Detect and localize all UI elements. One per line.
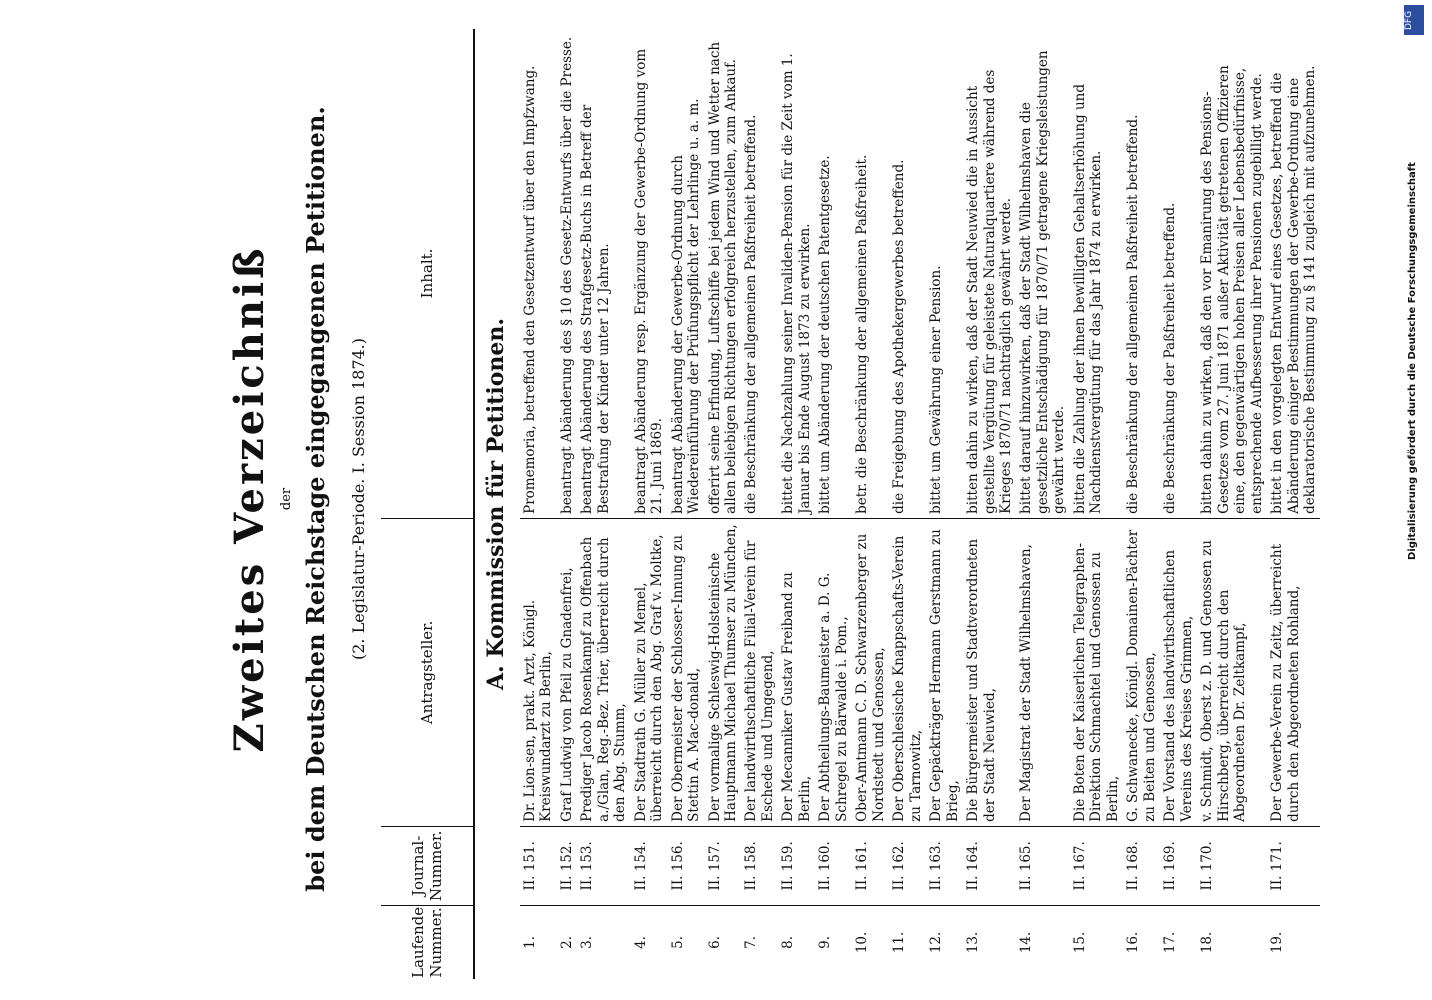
table-row xyxy=(1016,29,1069,979)
row-number: 1. xyxy=(521,935,538,949)
row-number: 4. xyxy=(632,935,649,949)
row-content: beantragt Abänderung des Strafgesetz-Buchs in Betreff der Bestrafung der Kinder unter 12 Jahren. xyxy=(577,29,630,518)
section-row xyxy=(474,29,520,979)
row-content: betr. die Beschränkung der allgemeinen Paßfreiheit. xyxy=(852,29,889,518)
row-content: bittet darauf hinzuwirken, daß der Stadt Wilhelmshaven die gesetzliche Entschädigung für 1870/71 getragene Kriegsleistungen gewährt werde. xyxy=(1016,29,1069,518)
row-number: 15. xyxy=(1071,931,1088,954)
header-content: Inhalt. xyxy=(381,29,474,518)
row-number: 19. xyxy=(1269,931,1286,954)
row-journal: II. 167. xyxy=(1070,826,1123,905)
table-row xyxy=(1267,29,1320,979)
row-number: 18. xyxy=(1199,931,1216,954)
row-journal: II. 154. xyxy=(631,826,668,905)
row-journal: II. 170. xyxy=(1197,826,1267,905)
petitions-table xyxy=(381,29,1320,979)
row-petitioner: Der Vorstand des landwirthschaftlichen Vereins des Kreises Grimmen, xyxy=(1160,518,1197,826)
row-content: beantragt Abänderung resp. Ergänzung der Gewerbe-Ordnung vom 21. Juni 1869. xyxy=(631,29,668,518)
row-journal: II. 164. xyxy=(963,826,1016,905)
row-content: bittet um Abänderung der deutschen Patentgesetze. xyxy=(815,29,852,518)
row-petitioner: Der Gepäckträger Hermann Gerstmann zu Brieg, xyxy=(926,518,963,826)
row-petitioner: Der Obermeister der Schlosser-Innung zu Stettin A. Mac-donald, xyxy=(668,518,705,826)
row-petitioner: Die Bürgermeister und Stadtverordneten der Stadt Neuwied, xyxy=(963,518,1016,826)
row-journal: II. 168. xyxy=(1123,826,1160,905)
row-number: 2. xyxy=(558,935,575,949)
table-row xyxy=(705,29,742,979)
row-journal: II. 151. xyxy=(520,826,557,905)
row-number: 6. xyxy=(706,935,723,949)
document-session: (2. Legislatur-Periode. I. Session 1874.) xyxy=(349,337,368,661)
row-journal: II. 162. xyxy=(889,826,926,905)
row-number: 17. xyxy=(1162,931,1179,954)
document-title: Zweites Verzeichniß xyxy=(226,245,273,753)
dfg-credit: Digitalisierung gefördert durch die Deutsche Forschungsgemeinschaft xyxy=(1407,162,1418,560)
table-row xyxy=(778,29,815,979)
section-title: A. Kommission für Petitionen. xyxy=(483,317,509,691)
row-content: bitten die Zahlung der ihnen bewilligten Gehaltserhöhung und Nachdienstvergütung für das Jahr 1874 zu erwirken. xyxy=(1070,29,1123,518)
header-number: Laufende Nummer. xyxy=(381,905,474,979)
header-petitioner: Antragsteller. xyxy=(381,518,474,826)
row-content: offerirt seine Erfindung, Luftschiffe bei jedem Wind und Wetter nach allen beliebigen Richtungen erfolgreich herzustellen, zum Ankauf. xyxy=(705,29,742,518)
row-petitioner: Der landwirthschaftliche Filial-Verein für Eschede und Umgegend, xyxy=(741,518,778,826)
row-content: bittet die Nachzahlung seiner Invaliden-Pension für die Zeit vom 1. Januar bis Ende August 1873 zu erwirken. xyxy=(778,29,815,518)
table-header-row xyxy=(381,29,474,979)
table-row xyxy=(852,29,889,979)
table-row xyxy=(577,29,630,979)
row-content: beantragt Abänderung der Gewerbe-Ordnung durch Wiedereinführung der Prüfungspflicht der Lehrlinge u. a. m. xyxy=(668,29,705,518)
row-journal: II. 157. xyxy=(705,826,742,905)
row-petitioner: Der Stadtrath G. Müller zu Memel, überreicht durch den Abg. Graf v. Moltke, xyxy=(631,518,668,826)
table-row xyxy=(963,29,1016,979)
row-number: 13. xyxy=(965,931,982,954)
table-row xyxy=(1070,29,1123,979)
row-number: 7. xyxy=(743,935,760,949)
row-petitioner: Der Mecanniker Gustav Freiband zu Berlin, xyxy=(778,518,815,826)
table-row xyxy=(1123,29,1160,979)
row-number: 14. xyxy=(1018,931,1035,954)
table-row xyxy=(889,29,926,979)
row-journal: II. 169. xyxy=(1160,826,1197,905)
document-page xyxy=(1,0,1381,999)
table-row xyxy=(815,29,852,979)
table-row xyxy=(1160,29,1197,979)
row-journal: II. 161. xyxy=(852,826,889,905)
row-journal: II. 159. xyxy=(778,826,815,905)
row-content: bitten dahin zu wirken, daß der Stadt Neuwied die in Aussicht gestellte Vergütung für geleistete Naturalquartiere während des Krieges 1870/71 nachträglich gewährt werde. xyxy=(963,29,1016,518)
row-petitioner: Der vormalige Schleswig-Holsteinische Hauptmann Michael Thumser zu München, xyxy=(705,518,742,826)
dfg-logo: DFG xyxy=(1404,5,1424,35)
header-journal: Journal-Nummer. xyxy=(381,826,474,905)
row-content: die Beschränkung der allgemeinen Paßfreiheit betreffend. xyxy=(1123,29,1160,518)
dfg-watermark xyxy=(1404,5,1424,1000)
table-row xyxy=(557,29,577,979)
row-journal: II. 165. xyxy=(1016,826,1069,905)
row-journal: II. 152. xyxy=(557,826,577,905)
document-subtitle: bei dem Deutschen Reichstage eingegangenen Petitionen. xyxy=(301,106,330,892)
row-number: 9. xyxy=(817,935,834,949)
row-petitioner: Der Magistrat der Stadt Wilhelmshaven, xyxy=(1016,518,1069,826)
row-petitioner: Prediger Jacob Rosenkampf zu Offenbach a./Glan, Reg.-Bez. Trier, überreicht durch den Abg. Stumm, xyxy=(577,518,630,826)
row-petitioner: Dr. Lion-sen, prakt. Arzt, Königl. Kreiswundarzt zu Berlin, xyxy=(520,518,557,826)
row-petitioner: G. Schwanecke, Königl. Domainen-Pächter zu Beiten und Genossen, xyxy=(1123,518,1160,826)
row-number: 8. xyxy=(780,935,797,949)
row-content: die Beschränkung der allgemeinen Paßfreiheit betreffend. xyxy=(741,29,778,518)
table-row xyxy=(668,29,705,979)
row-content: bittet in den vorgelegten Entwurf eines Gesetzes, betreffend die Abänderung einiger Bestimmungen der Gewerbe-Ordnung eine deklaratorische Bestimmung zu § 141 zugleich mit aufzunehmen. xyxy=(1267,29,1320,518)
row-number: 16. xyxy=(1125,931,1142,954)
table-row xyxy=(520,29,557,979)
row-content: Promemoria, betreffend den Gesetzentwurf über den Impfzwang. xyxy=(520,29,557,518)
document-header xyxy=(1,0,368,999)
row-content: die Freigebung des Apothekergewerbes betreffend. xyxy=(889,29,926,518)
row-content: beantragt Abänderung des § 10 des Gesetz-Entwurfs über die Presse. xyxy=(557,29,577,518)
row-petitioner: Ober-Amtmann C. D. Schwarzenberger zu Nordstedt und Genossen, xyxy=(852,518,889,826)
row-journal: II. 160. xyxy=(815,826,852,905)
document-connector: der xyxy=(279,487,294,511)
row-number: 12. xyxy=(928,931,945,954)
row-journal: II. 163. xyxy=(926,826,963,905)
row-content: die Beschränkung der Paßfreiheit betreffend. xyxy=(1160,29,1197,518)
row-number: 10. xyxy=(854,931,871,954)
row-content: bittet um Gewährung einer Pension. xyxy=(926,29,963,518)
row-number: 5. xyxy=(669,935,686,949)
table-row xyxy=(741,29,778,979)
row-journal: II. 156. xyxy=(668,826,705,905)
row-petitioner: Der Abtheilungs-Baumeister a. D. G. Schregel zu Bärwalde i. Pom., xyxy=(815,518,852,826)
row-petitioner: Graf Ludwig von Pfeil zu Gnadenfrei, xyxy=(557,518,577,826)
row-petitioner: Die Boten der Kaiserlichen Telegraphen-Direktion Schmachtel und Genossen zu Berlin, xyxy=(1070,518,1123,826)
row-number: 11. xyxy=(891,931,908,954)
row-journal: II. 158. xyxy=(741,826,778,905)
table-row xyxy=(631,29,668,979)
row-number: 3. xyxy=(579,935,596,949)
table-row xyxy=(1197,29,1267,979)
row-content: bitten dahin zu wirken, daß den vor Emanirung des Pensions-Gesetzes vom 27. Juni 1871 außer Aktivität getretenen Offizieren eine, den gegenwärtigen hohen Preisen aller Lebensbedürfnisse, entsprechende Aufbesserung ihrer Pensionen zugebilligt werde. xyxy=(1197,29,1267,518)
table-row xyxy=(926,29,963,979)
row-journal: II. 153. xyxy=(577,826,630,905)
row-petitioner: Der Gewerbe-Verein zu Zeitz, überreicht durch den Abgeordneten Rohland, xyxy=(1267,518,1320,826)
row-petitioner: Der Oberschlesische Knappschafts-Verein zu Tarnowitz, xyxy=(889,518,926,826)
row-journal: II. 171. xyxy=(1267,826,1320,905)
row-petitioner: v. Schmidt, Oberst z. D. und Genossen zu Hirschberg, überreicht durch den Abgeordneten Dr. Zeltkampf, xyxy=(1197,518,1267,826)
